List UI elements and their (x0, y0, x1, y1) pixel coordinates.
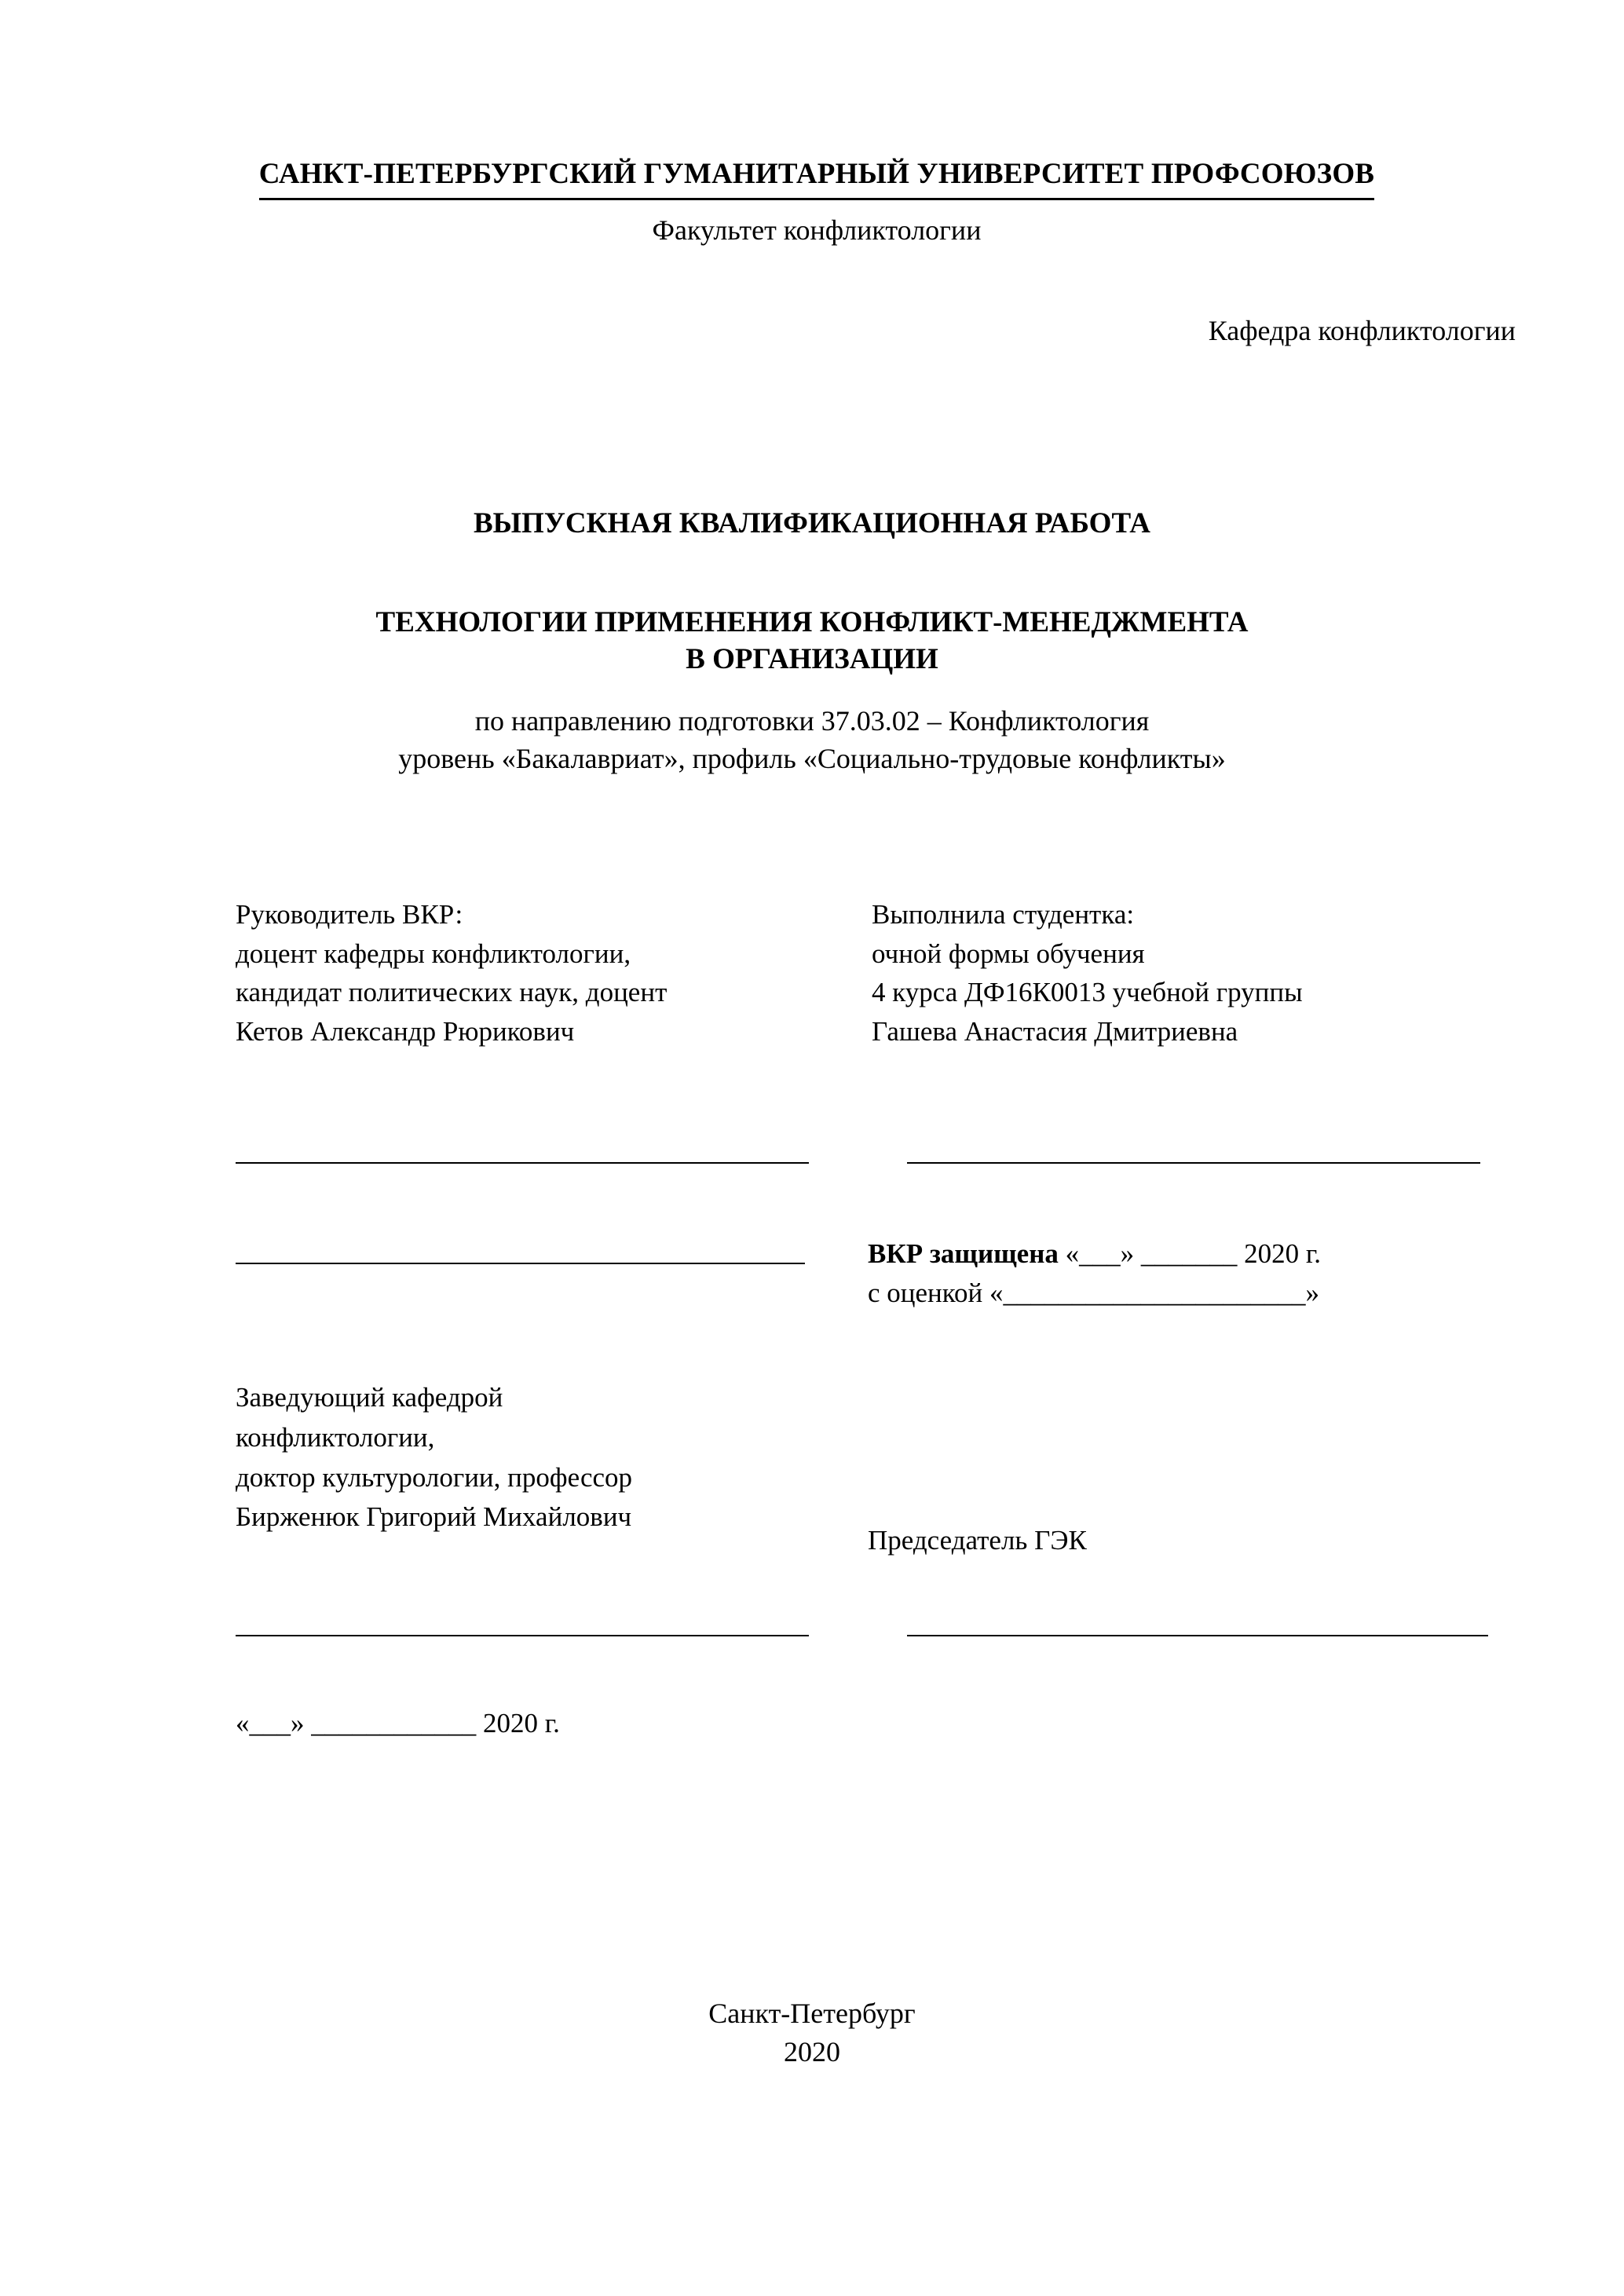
defense-date-blank: «___» _______ 2020 г. (1058, 1238, 1322, 1269)
direction-line-2: уровень «Бакалавриат», профиль «Социально-трудовые конфликты» (398, 742, 1226, 774)
direction-line-1: по направлению подготовки 37.03.02 – Конфликтология (474, 705, 1150, 737)
student-block (872, 895, 1531, 1051)
head-line-4: Бирженюк Григорий Михайлович (236, 1501, 632, 1533)
chairman-label: Председатель ГЭК (868, 1525, 1087, 1556)
direction-block (0, 703, 1624, 777)
work-title-line-1: ТЕХНОЛОГИИ ПРИМЕНЕНИЯ КОНФЛИКТ-МЕНЕДЖМЕНТА (375, 606, 1249, 638)
student-line-1: очной формы обучения (872, 938, 1145, 969)
supervisor-label: Руководитель ВКР: (236, 899, 463, 930)
footer-year: 2020 (784, 2035, 840, 2067)
student-line-3: Гашева Анастасия Дмитриевна (872, 1016, 1238, 1047)
supervisor-block (236, 895, 856, 1051)
footer-city: Санкт-Петербург (708, 1998, 916, 2029)
signature-line-supervisor (236, 1162, 809, 1164)
head-line-3: доктор культурологии, профессор (236, 1461, 633, 1493)
head-of-department-block (236, 1378, 848, 1537)
student-line-2: 4 курса ДФ16К0013 учебной группы (872, 977, 1303, 1008)
work-title (0, 605, 1624, 678)
signature-line-secondary (236, 1263, 805, 1264)
date-line: «___» ____________ 2020 г. (236, 1708, 560, 1738)
university-header (228, 157, 1406, 247)
department-name: Кафедра конфликтологии (1208, 315, 1516, 346)
defense-label: ВКР защищена (868, 1238, 1059, 1269)
supervisor-line-2: кандидат политических наук, доцент (236, 977, 668, 1008)
head-line-2: конфликтологии, (236, 1421, 435, 1453)
work-type: ВЫПУСКНАЯ КВАЛИФИКАЦИОННАЯ РАБОТА (473, 507, 1151, 539)
head-line-1: Заведующий кафедрой (236, 1382, 503, 1413)
defense-line-1 (868, 1234, 1575, 1274)
footer-block (0, 1994, 1624, 2071)
signature-line-student (907, 1162, 1480, 1164)
work-title-line-2: В ОРГАНИЗАЦИИ (686, 642, 938, 675)
faculty-name: Факультет конфликтологии (652, 214, 982, 246)
signature-line-head (236, 1635, 809, 1636)
defense-line-2: с оценкой «______________________» (868, 1277, 1319, 1308)
student-label: Выполнила студентка: (872, 899, 1135, 930)
supervisor-line-3: Кетов Александр Рюрикович (236, 1016, 575, 1047)
university-name: САНКТ-ПЕТЕРБУРГСКИЙ ГУМАНИТАРНЫЙ УНИВЕРСИТЕТ ПРОФСОЮЗОВ (259, 157, 1374, 200)
signature-line-chairman (907, 1635, 1488, 1636)
supervisor-line-1: доцент кафедры конфликтологии, (236, 938, 631, 969)
defense-block (868, 1234, 1575, 1312)
